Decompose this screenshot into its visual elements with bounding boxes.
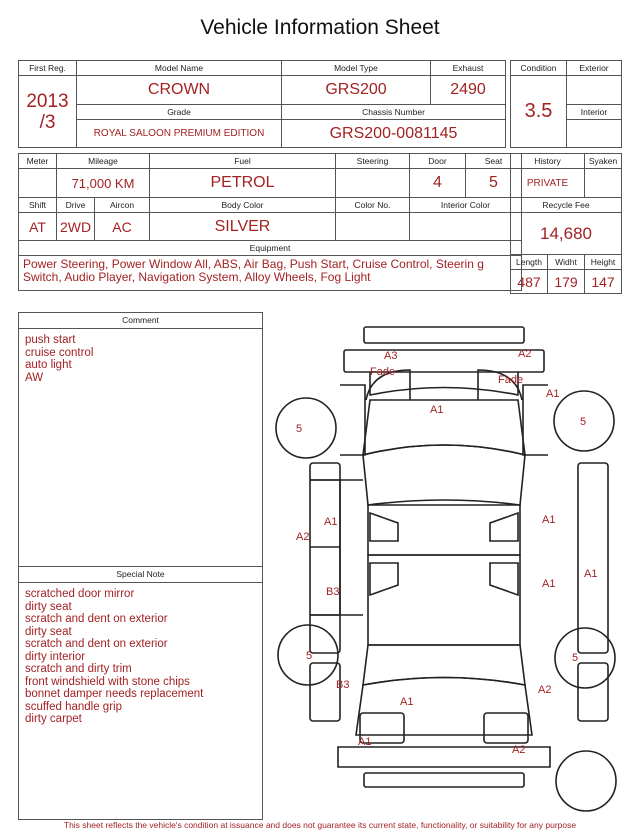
right-side-body bbox=[578, 463, 608, 653]
sheet-title: Vehicle Information Sheet bbox=[200, 16, 440, 39]
steering-value bbox=[336, 169, 410, 198]
mark-right-front-fender: A1 bbox=[546, 388, 560, 400]
mark-trunk: A1 bbox=[400, 696, 414, 708]
mark-left-front-door: A1 bbox=[324, 516, 338, 528]
body-color-value: SILVER bbox=[150, 213, 336, 241]
mark-fade-right: Fade bbox=[498, 374, 524, 386]
special-note-item: bonnet damper needs replacement bbox=[25, 688, 204, 700]
aircon-value: AC bbox=[95, 213, 150, 241]
length-value: 487 bbox=[511, 270, 548, 294]
special-note-item: scratched door mirror bbox=[25, 588, 135, 600]
shift-value: AT bbox=[19, 213, 57, 241]
special-note-item: dirty seat bbox=[25, 600, 72, 613]
condition-label: Condition bbox=[511, 61, 567, 76]
vehicle-spec-table bbox=[18, 153, 522, 291]
syaken-label: Syaken bbox=[585, 154, 622, 169]
front-bumper-top bbox=[364, 327, 524, 343]
special-note-item: scratch and dent on exterior bbox=[25, 613, 168, 625]
grade-value: ROYAL SALOON PREMIUM EDITION bbox=[77, 120, 282, 148]
shift-label: Shift bbox=[19, 198, 57, 213]
width-value: 179 bbox=[548, 270, 585, 294]
exhaust-value: 2490 bbox=[431, 76, 506, 105]
model-name-label: Model Name bbox=[77, 61, 282, 76]
roof-front bbox=[368, 505, 520, 555]
drive-label: Drive bbox=[57, 198, 95, 213]
mark-fade-left: Fade bbox=[370, 366, 396, 378]
comment-item: push start bbox=[25, 334, 76, 346]
special-note-panel bbox=[18, 566, 263, 820]
roof-rear bbox=[368, 555, 520, 645]
bonnet bbox=[363, 400, 525, 455]
comment-item: auto light bbox=[25, 359, 72, 371]
mark-right-side: A1 bbox=[584, 568, 598, 580]
drive-value: 2WD bbox=[57, 213, 95, 241]
mileage-value: 71,000 KM bbox=[57, 169, 150, 198]
special-note-list bbox=[19, 583, 262, 731]
right-rear-quarter bbox=[578, 663, 608, 721]
exterior-value bbox=[567, 76, 622, 105]
mark-right-rear-door: A1 bbox=[542, 578, 556, 590]
history-value: PRIVATE bbox=[511, 169, 585, 198]
seat-value: 5 bbox=[466, 169, 522, 198]
mark-tire-rl: 5 bbox=[306, 650, 313, 662]
comment-item: cruise control bbox=[25, 346, 94, 359]
special-note-item: front windshield with stone chips bbox=[25, 675, 190, 688]
exhaust-label: Exhaust bbox=[431, 61, 506, 76]
windshield bbox=[363, 445, 525, 505]
comment-label: Comment bbox=[19, 313, 262, 329]
length-label: Length bbox=[511, 255, 548, 270]
history-table bbox=[510, 153, 622, 294]
left-rear-quarter bbox=[310, 663, 340, 721]
door-label: Door bbox=[410, 154, 466, 169]
right-front-fender bbox=[523, 385, 548, 455]
disclaimer-footer: This sheet reflects the vehicle's condition at issuance and does not guarantee its current state, functionality, or suitability for any purpose bbox=[63, 820, 577, 830]
first-reg-label: First Reg. bbox=[19, 61, 77, 76]
chassis-number-value: GRS200-0081145 bbox=[282, 120, 506, 148]
fuel-value: PETROL bbox=[150, 169, 336, 198]
model-type-value: GRS200 bbox=[282, 76, 431, 105]
interior-color-value bbox=[410, 213, 522, 241]
grade-label: Grade bbox=[77, 105, 282, 120]
mark-front-left: A3 bbox=[384, 350, 398, 362]
meter-value bbox=[19, 169, 57, 198]
steering-label: Steering bbox=[336, 154, 410, 169]
tire-front-left bbox=[276, 398, 336, 458]
door-value: 4 bbox=[410, 169, 466, 198]
meter-label: Meter bbox=[19, 154, 57, 169]
mark-front-right: A2 bbox=[518, 348, 532, 360]
chassis-number-label: Chassis Number bbox=[282, 105, 506, 120]
height-value: 147 bbox=[585, 270, 622, 294]
syaken-value bbox=[585, 169, 622, 198]
model-name-value: CROWN bbox=[77, 76, 282, 105]
left-front-fender bbox=[340, 385, 365, 455]
interior-label: Interior bbox=[567, 105, 622, 120]
interior-value bbox=[567, 120, 622, 148]
history-label: History bbox=[511, 154, 585, 169]
first-reg-month: /3 bbox=[39, 111, 56, 133]
mark-rear-right: A2 bbox=[512, 744, 526, 756]
trunk bbox=[356, 678, 532, 736]
aircon-label: Aircon bbox=[95, 198, 150, 213]
comment-item: AW bbox=[25, 371, 44, 384]
comment-panel bbox=[18, 312, 263, 567]
tail-light-right bbox=[484, 713, 528, 743]
mark-tire-fr: 5 bbox=[580, 416, 587, 428]
condition-value: 3.5 bbox=[511, 76, 567, 148]
equipment-value: Power Steering, Power Window All, ABS, Air Bag, Push Start, Cruise Control, Steerin g Switch, Audio Player, Navigation System, Alloy Wheels, Fog Light bbox=[19, 256, 522, 291]
model-type-label: Model Type bbox=[282, 61, 431, 76]
exterior-label: Exterior bbox=[567, 61, 622, 76]
equipment-label: Equipment bbox=[19, 241, 522, 256]
first-reg-year: 2013 bbox=[26, 90, 69, 112]
body-color-label: Body Color bbox=[150, 198, 336, 213]
tire-rear-right bbox=[555, 628, 615, 688]
mark-tire-rr: 5 bbox=[572, 652, 579, 664]
first-reg-value bbox=[19, 76, 77, 148]
color-no-label: Color No. bbox=[336, 198, 410, 213]
left-rear-window bbox=[370, 563, 398, 595]
special-note-item: dirty interior bbox=[25, 650, 86, 663]
condition-table bbox=[510, 60, 622, 148]
right-rear-window bbox=[490, 563, 518, 595]
mark-left-rear-fender: B3 bbox=[336, 679, 350, 691]
width-label: Widht bbox=[548, 255, 585, 270]
mark-bonnet: A1 bbox=[430, 404, 444, 416]
mark-rear-left: A1 bbox=[358, 736, 372, 748]
special-note-item: scratch and dent on exterior bbox=[25, 638, 168, 650]
rear-window bbox=[363, 645, 525, 685]
fuel-label: Fuel bbox=[150, 154, 336, 169]
special-note-item: scuffed handle grip bbox=[25, 700, 122, 713]
rear-bumper-bottom bbox=[364, 773, 524, 787]
recycle-fee-label: Recycle Fee bbox=[511, 198, 622, 213]
special-note-item: dirty carpet bbox=[25, 713, 82, 725]
height-label: Height bbox=[585, 255, 622, 270]
recycle-fee-value: 14,680 bbox=[511, 213, 622, 255]
right-front-window bbox=[490, 513, 518, 541]
left-side-body bbox=[310, 463, 340, 653]
spare-tire bbox=[556, 751, 616, 811]
mileage-label: Mileage bbox=[57, 154, 150, 169]
special-note-label: Special Note bbox=[19, 567, 262, 583]
mark-left-front-side: A2 bbox=[296, 531, 310, 543]
color-no-value bbox=[336, 213, 410, 241]
mark-tire-fl: 5 bbox=[296, 423, 303, 435]
interior-color-label: Interior Color bbox=[410, 198, 522, 213]
mark-left-rear-door: B3 bbox=[326, 586, 340, 598]
mark-right-rear-fender: A2 bbox=[538, 684, 552, 696]
car-damage-diagram bbox=[270, 315, 630, 815]
model-info-table bbox=[18, 60, 506, 148]
left-front-window bbox=[370, 513, 398, 541]
comment-list bbox=[19, 329, 262, 389]
special-note-item: dirty seat bbox=[25, 625, 72, 638]
mark-right-front-door: A1 bbox=[542, 514, 556, 526]
seat-label: Seat bbox=[466, 154, 522, 169]
special-note-item: scratch and dirty trim bbox=[25, 663, 132, 675]
